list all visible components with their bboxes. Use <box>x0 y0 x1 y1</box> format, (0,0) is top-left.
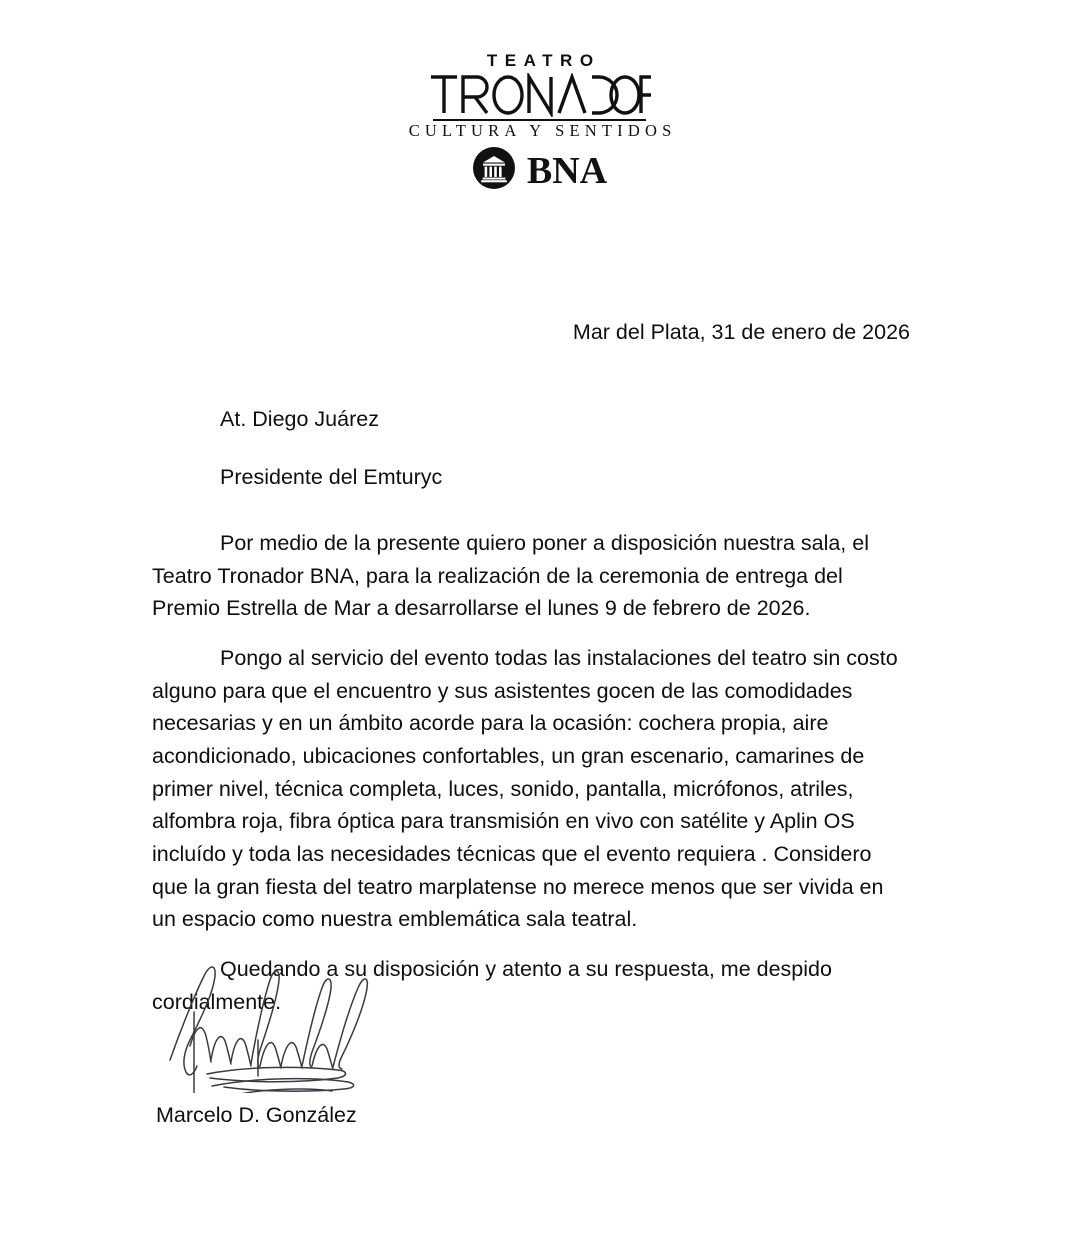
bank-building-icon <box>473 147 515 194</box>
addressee-attention: At. Diego Juárez <box>220 407 379 432</box>
body-paragraph: Pongo al servicio del evento todas las instalaciones del teatro sin costo alguno para que el encuentro y sus asistentes gocen de las comodidades necesarias y en un ámbito acorde para la ocasión: cochera propia, aire acondicionado, ubicaciones confortables, un gran escenario, camarines de primer nivel, técnica completa, luces, sonido, pantalla, micrófonos, atriles, alfombra roja, fibra óptica para transmisión en vivo con satélite y Aplin OS incluído y toda las necesidades técnicas que el evento requiera . Considero que la gran fiesta del teatro marplatense no merece menos que ser vivida en un espacio como nuestra emblemática sala teatral. <box>152 646 898 932</box>
addressee-block <box>220 405 912 492</box>
letterhead <box>0 52 1080 141</box>
signature-block <box>152 948 572 1130</box>
signature-name: Marcelo D. González <box>156 1103 357 1127</box>
brand-tagline: CULTURA Y SENTIDOS <box>408 121 677 140</box>
addressee-title: Presidente del Emturyc <box>220 465 443 490</box>
brand-wordmark-tronador <box>404 73 677 117</box>
brand-word-teatro: TEATRO <box>486 51 601 70</box>
body-paragraph: Quedando a su disposición y atento a su respuesta, me despido cordialmente. <box>152 957 832 1014</box>
bna-logo <box>0 147 1080 194</box>
handwritten-signature-icon <box>152 948 572 1098</box>
theater-logo <box>404 52 677 140</box>
letter-body <box>152 318 912 1018</box>
bna-wordmark: BNA <box>526 149 608 192</box>
body-paragraph: Por medio de la presente quiero poner a disposición nuestra sala, el Teatro Tronador BNA, para la realización de la ceremonia de entrega del Premio Estrella de Mar a desarrollarse el lunes 9 de febrero de 2026. <box>152 531 869 621</box>
dateline: Mar del Plata, 31 de enero de 2026 <box>572 320 910 344</box>
